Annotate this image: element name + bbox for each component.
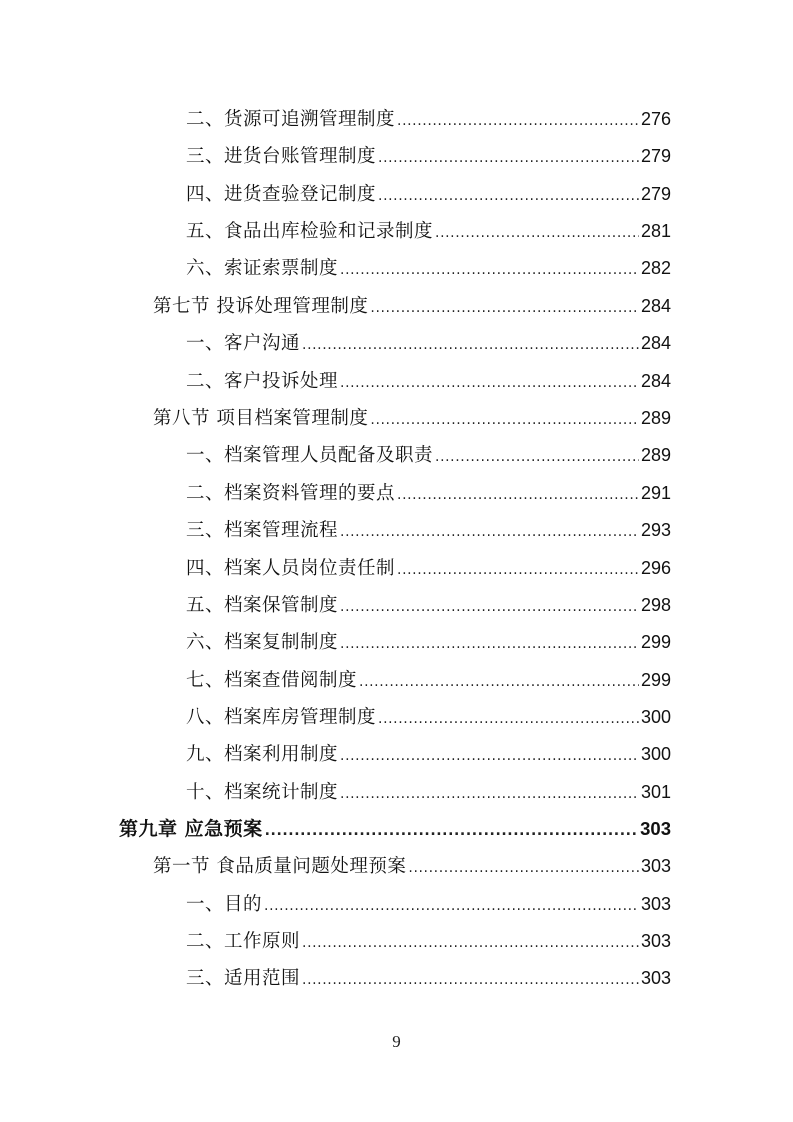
toc-entry-title: 七、档案查借阅制度 (186, 670, 358, 691)
toc-entry-page: 293 (640, 520, 671, 540)
toc-entry-page: 303 (640, 818, 671, 839)
toc-entry[interactable] (186, 181, 671, 207)
dot-leader (340, 743, 639, 769)
toc-entry[interactable] (186, 928, 671, 954)
toc-entry-title: 十、档案统计制度 (186, 782, 339, 803)
toc-entry-title: 一、目的 (186, 894, 263, 915)
toc-entry[interactable] (186, 143, 671, 169)
toc-entry-title: 一、档案管理人员配备及职责 (186, 445, 434, 466)
toc-entry-page: 303 (640, 968, 671, 988)
toc-entry-page: 300 (640, 707, 671, 727)
dot-leader (408, 855, 639, 881)
toc-entry-page: 281 (640, 221, 671, 241)
toc-section-entry[interactable] (153, 293, 671, 319)
toc-entry-title: 四、档案人员岗位责任制 (186, 558, 396, 579)
toc-entry-page: 303 (640, 931, 671, 951)
dot-leader (397, 557, 639, 583)
toc-entry[interactable] (186, 330, 671, 356)
toc-entry[interactable] (186, 629, 671, 655)
toc-entry-title: 六、索证索票制度 (186, 258, 339, 279)
dot-leader (302, 332, 639, 358)
toc-entry[interactable] (186, 741, 671, 767)
dot-leader (302, 967, 639, 993)
toc-entry-title: 二、客户投诉处理 (186, 371, 339, 392)
toc-entry-title: 第八节 项目档案管理制度 (153, 408, 369, 429)
dot-leader (370, 407, 639, 433)
dot-leader (340, 257, 639, 283)
dot-leader (340, 370, 639, 396)
toc-entry[interactable] (186, 255, 671, 281)
toc-entry-title: 五、档案保管制度 (186, 595, 339, 616)
toc-entry-page: 284 (640, 333, 671, 353)
toc-entry-page: 276 (640, 109, 671, 129)
toc-entry-title: 三、档案管理流程 (186, 520, 339, 541)
dot-leader (370, 295, 639, 321)
page-number: 9 (392, 1032, 401, 1051)
toc-entry-page: 291 (640, 483, 671, 503)
toc-entry[interactable] (186, 965, 671, 991)
toc-entry-page: 284 (640, 371, 671, 391)
toc-entry-title: 一、客户沟通 (186, 333, 301, 354)
toc-entry-page: 284 (640, 296, 671, 316)
dot-leader (340, 781, 639, 807)
dot-leader (265, 818, 639, 844)
toc-section-entry[interactable] (153, 405, 671, 431)
toc-entry[interactable] (186, 891, 671, 917)
toc-entry[interactable] (186, 442, 671, 468)
toc-entry-title: 三、适用范围 (186, 968, 301, 989)
toc-entry-title: 第一节 食品质量问题处理预案 (153, 856, 407, 877)
toc-entry-page: 300 (640, 744, 671, 764)
toc-entry[interactable] (186, 555, 671, 581)
dot-leader (340, 631, 639, 657)
dot-leader (359, 669, 639, 695)
toc-entry-title: 第九章 应急预案 (119, 818, 263, 840)
dot-leader (340, 594, 639, 620)
toc-entry-page: 289 (640, 408, 671, 428)
toc-chapter-entry[interactable] (119, 816, 671, 842)
dot-leader (340, 519, 639, 545)
dot-leader (378, 145, 639, 171)
toc-entry-title: 八、档案库房管理制度 (186, 707, 377, 728)
dot-leader (378, 183, 639, 209)
toc-entry-page: 298 (640, 595, 671, 615)
toc-entry[interactable] (186, 667, 671, 693)
toc-section-entry[interactable] (153, 853, 671, 879)
toc-entry-title: 六、档案复制制度 (186, 632, 339, 653)
dot-leader (378, 706, 639, 732)
toc-entry[interactable] (186, 480, 671, 506)
dot-leader (397, 482, 639, 508)
toc-entry-page: 299 (640, 632, 671, 652)
toc-entry[interactable] (186, 368, 671, 394)
toc-entry-page: 289 (640, 445, 671, 465)
toc-entry-page: 301 (640, 782, 671, 802)
toc-entry-title: 二、货源可追溯管理制度 (186, 109, 396, 130)
toc-entry-title: 三、进货台账管理制度 (186, 146, 377, 167)
dot-leader (435, 220, 639, 246)
toc-entry-page: 279 (640, 184, 671, 204)
toc-entry[interactable] (186, 779, 671, 805)
toc-entry-page: 279 (640, 146, 671, 166)
toc-entry-page: 299 (640, 670, 671, 690)
dot-leader (302, 930, 639, 956)
toc-entry-title: 二、档案资料管理的要点 (186, 483, 396, 504)
dot-leader (435, 444, 639, 470)
toc-entry[interactable] (186, 106, 671, 132)
toc-entry-title: 五、食品出库检验和记录制度 (186, 221, 434, 242)
toc-entry[interactable] (186, 218, 671, 244)
toc-entry-page: 303 (640, 856, 671, 876)
toc-entry-page: 282 (640, 258, 671, 278)
toc-entry[interactable] (186, 704, 671, 730)
toc-entry[interactable] (186, 592, 671, 618)
toc-entry-title: 四、进货查验登记制度 (186, 184, 377, 205)
toc-entry-title: 二、工作原则 (186, 931, 301, 952)
toc-entry-page: 303 (640, 894, 671, 914)
toc-entry-title: 第七节 投诉处理管理制度 (153, 296, 369, 317)
dot-leader (264, 893, 639, 919)
toc-entry[interactable] (186, 517, 671, 543)
toc-entry-title: 九、档案利用制度 (186, 744, 339, 765)
toc-entry-page: 296 (640, 558, 671, 578)
dot-leader (397, 108, 639, 134)
